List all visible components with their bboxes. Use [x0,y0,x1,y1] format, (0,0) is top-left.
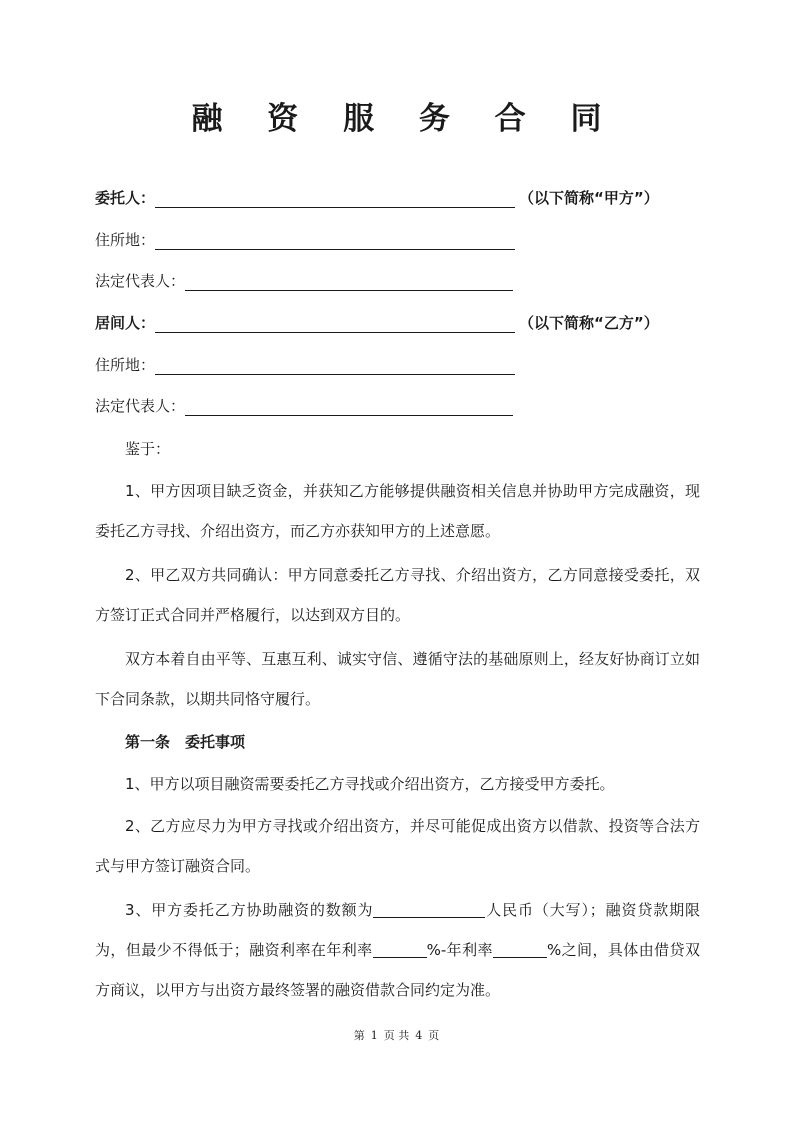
item-3-part-c: %-年利率 [426,941,493,959]
party-b-label: 居间人： [95,314,156,332]
party-b-rep-line [95,396,513,416]
page-footer [0,1027,793,1043]
party-a-rep-blank [185,272,513,291]
party-a-rep-label: 法定代表人： [95,272,186,290]
party-b-note: （以下简称“乙方”） [519,314,659,332]
article-1-heading: 第一条 委托事项 [125,733,246,751]
party-a-line [95,188,659,208]
article-1-item-3 [95,890,700,1010]
recital-2: 2、甲乙双方共同确认：甲方同意委托乙方寻找、介绍出资方，乙方同意接受委托，双方签订正式合同并严格履行，以达到双方目的。 [95,566,700,624]
party-b-name-blank [155,314,515,333]
rate-min-blank [373,939,427,958]
item-3-part-a: 3、甲方委托乙方协助融资的数额为 [125,901,374,919]
rate-max-blank [493,939,547,958]
party-a-rep-line [95,271,513,291]
party-a-address-line [95,230,515,250]
party-a-name-blank [155,189,515,208]
item-3-part-d: %之间，具体由借贷双方商议，以甲方与出资方最终签署的融资借款合同约定为准。 [95,941,700,999]
article-1-item-2: 2、乙方应尽力为甲方寻找或介绍出资方，并尽可能促成出资方以借款、投资等合法方式与甲方签订融资合同。 [95,817,700,875]
party-a-address-label: 住所地： [95,231,156,249]
article-1-item-1: 1、甲方以项目融资需要委托乙方寻找或介绍出资方，乙方接受甲方委托。 [125,775,615,793]
footer-page-number: 1 [370,1029,378,1042]
party-b-address-line [95,355,515,375]
party-a-note: （以下简称“甲方”） [519,189,659,207]
recital-3: 双方本着自由平等、互惠互利、诚实守信、遵循守法的基础原则上，经友好协商订立如下合同条款，以期共同恪守履行。 [95,650,700,708]
amount-blank [373,899,485,918]
document-title: 融 资 服 务 合 同 [191,101,619,137]
party-a-address-blank [155,231,515,250]
footer-total-pages: 4 [415,1029,423,1042]
footer-middle: 页 共 [383,1029,410,1042]
party-b-rep-label: 法定代表人： [95,397,186,415]
party-b-line [95,313,659,333]
party-b-rep-blank [185,397,513,416]
party-a-label: 委托人： [95,189,156,207]
party-b-address-blank [155,356,515,375]
footer-prefix: 第 [353,1029,365,1042]
footer-suffix: 页 [428,1029,440,1042]
recital-1: 1、甲方因项目缺乏资金，并获知乙方能够提供融资相关信息并协助甲方完成融资，现委托乙方寻找、介绍出资方，而乙方亦获知甲方的上述意愿。 [95,482,700,540]
item-3-part-b: 人民币（大写）；融资贷款期限为，但最少不得低于；融资利率在年利率 [95,901,700,959]
whereas-heading: 鉴于： [125,440,171,458]
party-b-address-label: 住所地： [95,356,156,374]
